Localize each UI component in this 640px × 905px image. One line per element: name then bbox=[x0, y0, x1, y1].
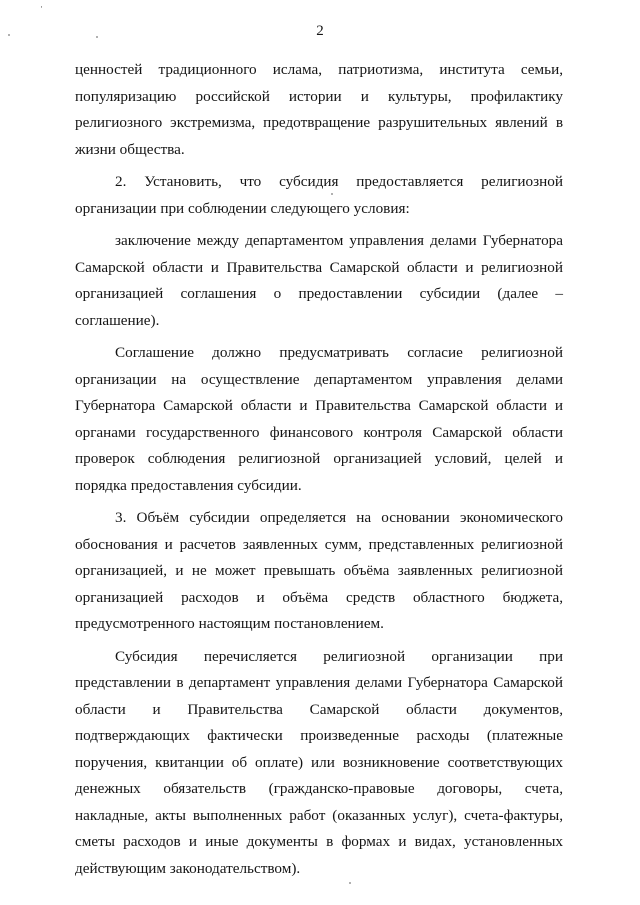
scan-corner-mark: · bbox=[40, 2, 43, 12]
paragraph-transfer: Субсидия перечисляется религиозной организации при представлении в департамент управления делами Губернатора Самарской области и Правительства Самарской области документов, подтверждающих фактически произведенные расходы (платежные поручения, квитанции об оплате) или возникновение соответствующих денежных обязательств (гражданско-правовые договоры, счета, накладные, акты выполненных работ (оказанных услуг), счета-фактуры, сметы расходов и иные документы в формах и видах, установленных действующим законодательством). bbox=[75, 647, 563, 877]
paragraph-clause-2: 2. Установить, что субсидия предоставляется религиозной организации при соблюдении следующего условия: bbox=[75, 173, 563, 217]
paragraph-agreement-consent: Соглашение должно предусматривать согласие религиозной организации на осуществление департаментом управления делами Губернатора Самарской области и Правительства Самарской области и органами государственного финансового контроля Самарской области проверок соблюдения религиозной организацией условий, целей и порядка предоставления субсидии. bbox=[75, 344, 563, 494]
paragraph-continuation: ценностей традиционного ислама, патриотизма, института семьи, популяризацию российской истории и культуры, профилактику религиозного экстремизма, предотвращение разрушительных явлений в жизни общества. bbox=[75, 61, 563, 158]
scan-speck bbox=[349, 882, 351, 884]
paragraph-clause-3: 3. Объём субсидии определяется на основании экономического обоснования и расчетов заявленных сумм, представленных религиозной организацией, и не может превышать объёма заявленных религиозной организацией расходов и объёма средств областного бюджета, предусмотренного настоящим постановлением. bbox=[75, 509, 563, 632]
paragraph-condition: заключение между департаментом управления делами Губернатора Самарской области и Правительства Самарской области и религиозной организацией соглашения о предоставлении субсидии (далее – соглашение). bbox=[75, 232, 563, 329]
document-body bbox=[75, 57, 563, 882]
page-number: 2 bbox=[316, 23, 324, 39]
